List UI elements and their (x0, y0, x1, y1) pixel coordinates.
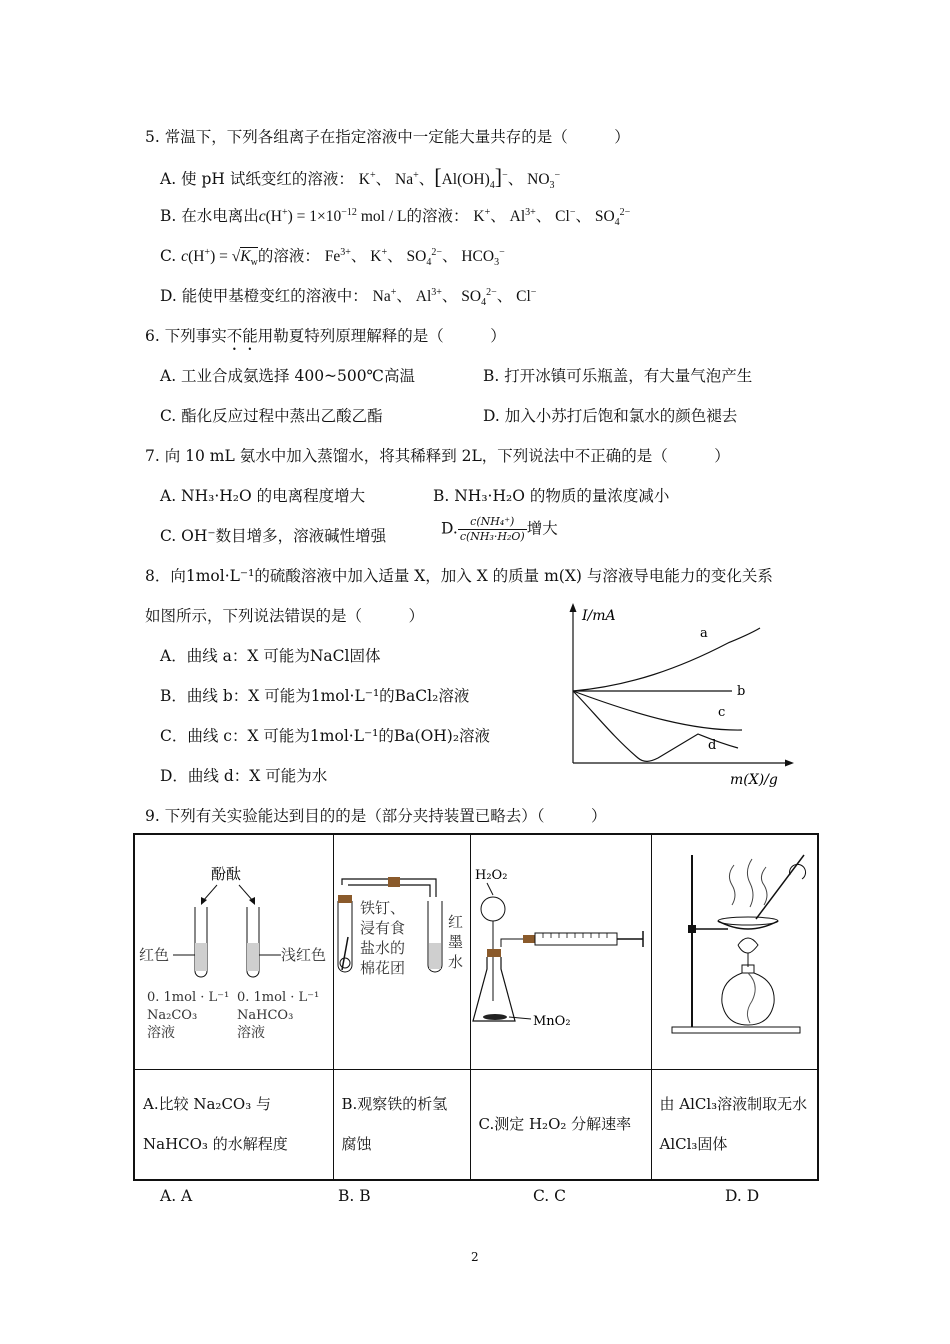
fig-a-left-conc: 0. 1mol · L⁻¹ (147, 990, 230, 1005)
q7-option-d-prefix: D. (441, 519, 458, 538)
q7-option-c: C. OH⁻数目增多，溶液碱性增强 (160, 527, 387, 545)
fig-d-flame (738, 938, 758, 953)
fig-c-stopper (487, 949, 501, 957)
q9-experiment-table (133, 833, 819, 1181)
fig-b-ink2: 墨 (447, 933, 463, 951)
fig-a-liquid-left (195, 943, 207, 971)
fig-c-connector (523, 935, 535, 943)
q6-option-c: C. 酯化反应过程中蒸出乙酸乙酯 (160, 407, 383, 425)
fig-c-syringe-scale (543, 933, 607, 938)
fig-c-catalyst-pointer (509, 1017, 531, 1019)
fig-a-right-tail: 溶液 (237, 1025, 265, 1041)
chart-xlabel: m(X)/g (730, 772, 778, 788)
q8-conductivity-chart (560, 598, 800, 798)
fig-b-apparatus (334, 835, 471, 1065)
q6-stem-a: 6. 下列事实 (145, 327, 227, 345)
q5-option-c-mid: 的溶液： (257, 247, 320, 265)
fig-b-ink-liquid (429, 943, 441, 969)
q5-option-d: D. 能使甲基橙变红的溶液中： Na+、 $Al^{3+}$、 $SO_4^{2-}$、 Cl− (160, 286, 537, 309)
fig-a-right-sol: NaHCO₃ (237, 1008, 294, 1023)
fig-b-label4: 棉花团 (359, 959, 405, 977)
fig-b-stopper (338, 895, 352, 903)
curve-label-b: b (737, 684, 746, 699)
chart-y-arrow (570, 603, 577, 612)
fig-a-indicator: 酚酞 (211, 865, 242, 883)
fig-d-clamp (688, 925, 696, 933)
caption-d: 由 AlCl₃溶液制取无水 AlCl₃固体 (651, 1070, 818, 1180)
fig-d-cell (651, 834, 818, 1070)
curve-label-a: a (700, 626, 708, 641)
q9-choice-a: A. A (160, 1187, 193, 1205)
fig-b-cotton (340, 958, 350, 968)
q8-option-a: A．曲线 a：X 可能为NaCl固体 (160, 647, 381, 665)
fig-b-ink3: 水 (447, 953, 463, 971)
q5-stem: 5. 常温下，下列各组离子在指定溶液中一定能大量共存的是（ ） (145, 128, 630, 146)
fig-b-cell (333, 834, 470, 1070)
fig-b-ink1: 红 (447, 913, 463, 931)
q8-stem-line1: 8．向1mol·L⁻¹的硫酸溶液中加入适量 X，加入 X 的质量 m(X) 与溶液导电能力的变化关系 (145, 567, 773, 585)
q5-option-c: C. $c(H^+) = √K_w$的溶液： $Fe^{3+}$、 K+、 $SO_4^{2-}$、 $HCO_3^-$ (160, 246, 505, 269)
caption-c: C.测定 H₂O₂ 分解速率 (470, 1070, 651, 1180)
q7-fraction (458, 515, 527, 544)
q7-option-a: A. NH₃·H₂O 的电离程度增大 (160, 487, 366, 505)
fig-d-vapor-1 (729, 865, 735, 905)
fig-a-cell (134, 834, 333, 1070)
fig-c-syringe (535, 933, 617, 945)
fig-a-arrow-left (203, 885, 217, 901)
fig-c-reagent: H₂O₂ (474, 868, 507, 883)
fig-c-apparatus (471, 835, 652, 1065)
caption-a: A.比较 Na₂CO₃ 与 NaHCO₃ 的水解程度 (134, 1070, 333, 1180)
q7-stem: 7. 向 10 mL 氨水中加入蒸馏水，将其稀释到 2L，下列说法中不正确的是（ ） (145, 447, 730, 465)
fig-c-catalyst: MnO₂ (532, 1014, 571, 1029)
q9-choice-c: C. C (533, 1187, 567, 1205)
q6-stem-emphasis: 不能 (226, 327, 258, 345)
fig-d-stand-base (672, 1027, 800, 1033)
fig-c-flask (473, 957, 515, 1021)
fig-d-lamp-wick-inside (747, 973, 755, 1023)
fig-b-label3: 盐水的 (359, 939, 405, 957)
q7-option-d-suffix: 增大 (526, 519, 558, 538)
q9-stem: 9. 下列有关实验能达到目的的是（部分夹持装置已略去）（ ） (145, 807, 607, 825)
fig-a-tubes (135, 835, 334, 1065)
q9-choice-d: D. D (725, 1187, 760, 1205)
fig-c-reagent-pointer (487, 883, 493, 895)
fig-d-vapor-2 (747, 859, 753, 907)
q6-option-b: B. 打开冰镇可乐瓶盖，有大量气泡产生 (483, 367, 753, 385)
curve-label-c: c (718, 705, 726, 720)
fig-b-label1: 铁钉、 (359, 899, 405, 917)
q5-option-a: A. 使 pH 试纸变红的溶液： K+、 Na+、$[Al(OH)_4]^-$、 $NO_3^-$ (160, 164, 561, 192)
fig-a-left-sol: Na₂CO₃ (147, 1008, 198, 1023)
q6-stem-b: 用勒夏特列原理解释的是（ ） (257, 327, 506, 345)
chart-ylabel: I/mA (582, 608, 616, 624)
q5-option-c-prefix: C. (160, 247, 177, 265)
fig-b-clamp (388, 877, 400, 887)
fig-a-left-tail: 溶液 (147, 1025, 175, 1041)
q6-stem (145, 324, 506, 354)
q5-option-b: B. 在水电离出$c(H^+) = 1\times 10^{-12}$ mol / L的溶液： K+、 $Al^{3+}$、 Cl−、 $SO_4^{2-}$ (160, 206, 631, 229)
q7-fraction-num: c(NH₄⁺) (458, 515, 527, 530)
fig-a-right-color: 浅红色 (281, 946, 327, 964)
q5-option-b-mid: 的溶液： (406, 207, 469, 225)
fig-a-arrow-right (239, 885, 253, 901)
fig-c-cell (470, 834, 651, 1070)
q5-option-b-prefix: B. 在水电离出 (160, 207, 259, 225)
fig-a-liquid-right (247, 943, 259, 971)
fig-a-right-conc: 0. 1mol · L⁻¹ (237, 990, 320, 1005)
fig-c-catalyst-solid (483, 1014, 507, 1020)
q9-choice-b: B. B (338, 1187, 371, 1205)
fig-d-vapor-3 (761, 867, 767, 905)
q7-option-d (441, 515, 558, 544)
curve-label-d: d (708, 738, 717, 753)
fig-a-left-color: 红色 (139, 946, 170, 964)
q8-stem-line2: 如图所示，下列说法错误的是（ ） (145, 607, 425, 625)
curve-a (573, 628, 760, 691)
q7-fraction-den: c(NH₃·H₂O) (459, 530, 525, 543)
fig-b-label2: 浸有食 (359, 919, 405, 937)
page-number: 2 (471, 1250, 479, 1264)
q8-option-c: C．曲线 c：X 可能为1mol·L⁻¹的Ba(OH)₂溶液 (160, 727, 491, 745)
q5-option-d-prefix: D. 能使甲基橙变红的溶液中： (160, 287, 368, 305)
q6-option-a: A. 工业合成氨选择 400~500℃高温 (160, 367, 415, 385)
curve-c (573, 691, 742, 730)
q5-option-a-prefix: A. 使 pH 试纸变红的溶液： (160, 170, 354, 188)
q8-option-d: D．曲线 d：X 可能为水 (160, 767, 328, 785)
caption-b: B.观察铁的析氢腐蚀 (333, 1070, 470, 1180)
fig-d-dish-rim (718, 917, 778, 925)
fig-b-nail (342, 937, 348, 970)
q8-option-b: B．曲线 b：X 可能为1mol·L⁻¹的BaCl₂溶液 (160, 687, 470, 705)
fig-c-delivery-tube (501, 939, 523, 947)
fig-c-funnel (481, 897, 505, 921)
chart-x-arrow (785, 760, 794, 767)
q7-option-b: B. NH₃·H₂O 的物质的量浓度减小 (433, 487, 670, 505)
q6-option-d: D. 加入小苏打后饱和氯水的颜色褪去 (483, 407, 738, 425)
fig-d-apparatus (652, 835, 819, 1065)
